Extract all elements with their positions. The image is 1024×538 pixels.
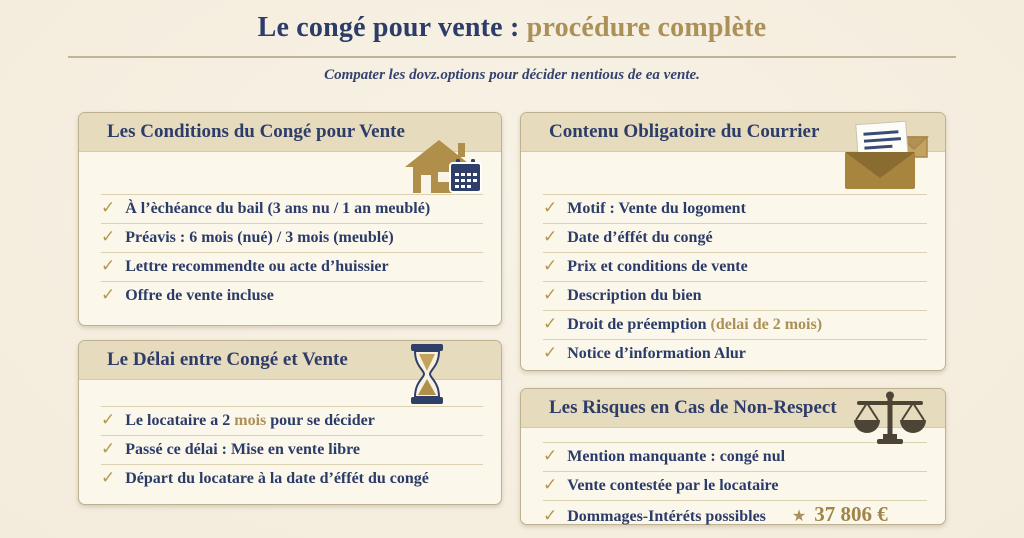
item-text: Départ du locatare à la date d’éffét du congé <box>125 470 429 487</box>
card-contenu <box>520 112 946 371</box>
check-icon: ✓ <box>101 256 116 276</box>
item-text: pour se décider <box>266 412 375 429</box>
item-text-highlight: mois <box>234 412 267 429</box>
check-icon: ✓ <box>543 198 558 218</box>
item-text: Vente contestée par le locataire <box>567 477 779 494</box>
item-text-highlight: (delai de 2 mois) <box>710 316 823 333</box>
item-text: Passé ce délai : Mise en vente libre <box>125 441 361 458</box>
list-item <box>543 310 927 339</box>
card-delai-list <box>79 406 501 493</box>
scales-icon <box>853 391 927 452</box>
list-item <box>101 252 483 281</box>
list-item <box>543 471 927 500</box>
page-subtitle: Compater les dovz.options pour décider nentious de ea vente. <box>324 67 700 83</box>
check-icon: ✓ <box>101 198 116 218</box>
card-contenu-title: Contenu Obligatoire du Courrier <box>549 121 820 142</box>
item-text: Dommages-Intéréts possibles <box>567 508 766 525</box>
house-calendar-icon <box>401 137 485 200</box>
item-text: Prix et conditions de vente <box>567 258 748 275</box>
item-text: Notice d’information Alur <box>567 345 746 362</box>
check-icon: ✓ <box>101 410 116 430</box>
list-item <box>101 435 483 464</box>
check-icon: ✓ <box>543 227 558 247</box>
item-text: Offre de vente incluse <box>125 287 274 304</box>
card-delai-title: Le Délai entre Congé et Vente <box>107 349 348 370</box>
title-divider <box>68 56 956 58</box>
item-text: Description du bien <box>567 287 702 304</box>
check-icon: ✓ <box>543 446 558 466</box>
list-item <box>543 339 927 368</box>
item-text: Le locataire a 2 <box>125 412 235 429</box>
item-text: Lettre recommendte ou acte d’huissier <box>125 258 389 275</box>
item-text: Date d’éffét du congé <box>567 229 713 246</box>
check-icon: ✓ <box>101 468 116 488</box>
check-icon: ✓ <box>101 285 116 305</box>
card-contenu-list <box>521 194 945 368</box>
list-item <box>543 252 927 281</box>
damages-amount: 37 806 € <box>814 502 888 526</box>
item-text: Mention manquante : congé nul <box>567 448 786 465</box>
list-item <box>101 464 483 493</box>
hourglass-icon <box>409 344 445 409</box>
card-risques-title: Les Risques en Cas de Non-Respect <box>549 397 837 418</box>
check-icon: ✓ <box>543 506 558 526</box>
check-icon: ✓ <box>543 256 558 276</box>
card-delai <box>78 340 502 505</box>
check-icon: ✓ <box>543 343 558 363</box>
card-conditions-title: Les Conditions du Congé pour Vente <box>107 121 405 142</box>
list-item <box>543 500 927 531</box>
card-conditions-list <box>79 194 501 310</box>
list-item <box>543 281 927 310</box>
list-item <box>543 223 927 252</box>
item-text: Préavis : 6 mois (nué) / 3 mois (meublé) <box>125 229 394 246</box>
envelope-icon <box>837 119 933 198</box>
star-icon: ★ <box>791 506 807 525</box>
list-item <box>101 223 483 252</box>
check-icon: ✓ <box>543 314 558 334</box>
check-icon: ✓ <box>101 227 116 247</box>
card-risques <box>520 388 946 525</box>
card-risques-list <box>521 442 945 531</box>
item-text: Droit de préemption <box>567 316 711 333</box>
check-icon: ✓ <box>101 439 116 459</box>
item-text: À l’èchéance du bail (3 ans nu / 1 an meublé) <box>125 200 431 217</box>
check-icon: ✓ <box>543 475 558 495</box>
list-item <box>543 194 927 223</box>
item-text: Motif : Vente du logoment <box>567 200 746 217</box>
list-item <box>101 281 483 310</box>
check-icon: ✓ <box>543 285 558 305</box>
list-item <box>101 406 483 435</box>
page-title-secondary: procédure complète <box>526 12 767 43</box>
page-title-primary: Le congé pour vente : <box>257 12 520 43</box>
card-conditions <box>78 112 502 326</box>
page-title <box>0 12 1024 44</box>
